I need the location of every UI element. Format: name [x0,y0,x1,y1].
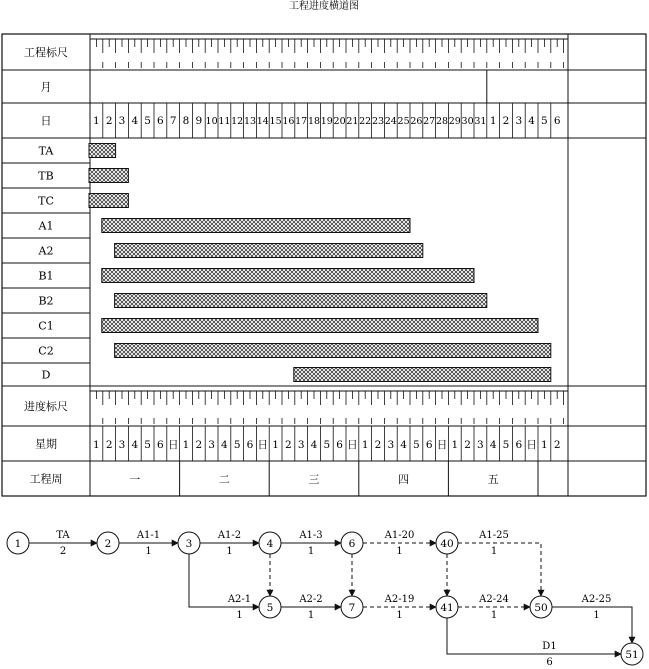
weekday-label: 1 [93,439,100,451]
task-label: TC [38,194,54,208]
day-label: 13 [243,116,257,127]
day-label: 5 [541,115,548,127]
node-label: 4 [266,538,274,550]
task-bar-ta [89,144,116,158]
activity-duration: 6 [546,657,553,668]
day-label: 22 [359,116,372,127]
row-label-project-week: 工程周 [29,472,63,486]
week-label: 五 [487,473,499,486]
weekday-label: 日 [526,439,537,451]
weekday-label: 5 [233,439,241,451]
activity-duration: 1 [226,546,233,557]
activity-duration: 1 [236,610,243,621]
weekday-label: 3 [208,439,215,451]
day-label: 26 [410,116,423,127]
task-bar-a2 [115,244,423,258]
day-label: 3 [118,115,126,127]
weekday-label: 1 [272,439,279,451]
day-label: 7 [169,115,177,127]
activity-duration: 1 [307,610,315,621]
node-label: 2 [104,538,112,550]
weekday-label: 4 [400,439,407,451]
day-label: 14 [256,116,269,127]
node-label: 51 [625,649,639,661]
activity-name: A2-2 [299,594,323,605]
day-label: 12 [231,116,244,127]
weekday-label: 5 [144,439,151,451]
weekday-label: 日 [436,439,448,451]
task-bar-d [294,368,551,382]
weekday-label: 5 [413,439,420,451]
weekday-label: 2 [464,439,471,451]
day-label: 20 [333,116,346,127]
weekday-label: 4 [221,439,228,451]
node-label: 5 [266,602,274,614]
weekday-label: 6 [515,439,523,451]
weekday-label: 2 [553,439,561,451]
weekday-label: 2 [285,439,292,451]
row-label-weekday: 星期 [35,437,57,451]
day-label: 18 [307,116,321,127]
weekday-label: 5 [502,439,510,451]
weekday-label: 6 [246,439,254,451]
weekday-label: 6 [336,439,343,451]
activity-name: A1-1 [136,530,161,541]
engineering-scale-ruler [90,39,568,68]
row-label-day: 日 [40,114,52,128]
chart-title: 工程进度横道图 [289,1,359,12]
week-label: 一 [129,473,141,486]
day-label: 27 [423,116,436,127]
weekday-label: 3 [387,439,395,451]
day-label: 11 [218,116,231,127]
activity-name: A1-2 [217,530,242,541]
task-bar-a1 [102,219,410,233]
day-label: 9 [195,115,203,127]
weekday-label: 2 [195,439,203,451]
node-label: 6 [348,538,356,550]
weekday-label: 4 [489,439,497,451]
task-label: A1 [38,219,54,233]
weekday-label: 2 [374,439,382,451]
day-label: 6 [157,115,164,127]
row-label-scale: 工程标尺 [24,46,68,59]
task-bar-tb [89,169,128,183]
activity-name: A1-25 [479,530,509,541]
day-label: 15 [269,116,282,127]
activity-arrow [447,618,621,654]
day-label: 25 [397,116,410,127]
weekday-label: 6 [425,439,433,451]
weekday-label: 4 [310,439,318,451]
activity-duration: 1 [490,546,498,557]
task-bar-b2 [115,294,487,308]
task-label: C1 [38,319,54,333]
task-label: B2 [38,294,54,308]
node-label: 50 [534,602,548,614]
day-label: 30 [461,116,474,127]
task-bar-b1 [102,269,474,283]
day-label: 10 [205,116,218,127]
node-label: 3 [185,538,193,550]
weekday-label: 1 [182,439,190,451]
activity-duration: 1 [396,610,403,621]
activity-name: A1-20 [384,530,415,541]
weekday-label: 3 [118,439,126,451]
activity-duration: 2 [59,546,67,557]
week-label: 二 [218,473,230,486]
day-label: 24 [384,116,397,127]
activity-duration: 1 [396,546,403,557]
activity-duration: 1 [593,610,600,621]
weekday-label: 3 [477,439,484,451]
activity-name: TA [56,530,70,541]
day-label: 19 [320,116,333,127]
day-label: 8 [182,115,190,127]
day-label: 21 [346,116,359,127]
task-label: TB [38,169,54,183]
weekday-label: 日 [167,439,179,451]
task-bar-c1 [102,319,538,333]
row-label-month: 月 [40,80,52,94]
task-label: A2 [38,244,54,258]
weekday-label: 5 [323,439,331,451]
task-label: B1 [38,269,54,283]
task-label: TA [38,144,54,158]
progress-scale-ruler [90,391,568,424]
day-label: 29 [448,116,461,127]
week-label: 三 [308,473,320,486]
weekday-label: 3 [297,439,305,451]
activity-duration: 1 [145,546,152,557]
node-label: 7 [348,602,356,614]
weekday-label: 日 [257,439,269,451]
gantt-grid [2,34,646,496]
day-label: 17 [295,116,308,127]
day-label: 4 [131,115,139,127]
day-label: 31 [474,116,487,127]
activity-name: A2-19 [384,594,415,605]
activity-name: A2-1 [227,594,252,605]
weekday-label: 1 [541,439,548,451]
day-label: 5 [144,115,151,127]
day-label: 3 [515,115,523,127]
week-label: 四 [398,473,410,486]
activity-duration: 1 [307,546,315,557]
day-label: 28 [435,116,449,127]
gantt-bars [89,144,551,382]
day-label: 6 [553,115,561,127]
activity-name: D1 [542,641,557,652]
task-label: D [41,368,51,382]
task-bar-tc [89,194,128,208]
weekday-label: 6 [157,439,164,451]
day-label: 1 [93,115,100,127]
node-label: 40 [440,538,454,550]
node-label: 41 [440,602,454,614]
day-label: 23 [371,116,385,127]
activity-duration: 1 [490,610,498,621]
activity-arrow [458,543,541,596]
row-label-progress-scale: 进度标尺 [24,400,68,413]
network-diagram [7,530,643,668]
activity-name: A1-3 [299,530,323,541]
day-label: 2 [502,115,510,127]
activity-arrow [552,607,632,643]
day-label: 1 [489,115,497,127]
weekday-label: 4 [131,439,139,451]
weekday-label: 日 [347,439,358,451]
day-label: 4 [528,115,535,127]
weekday-label: 1 [451,439,459,451]
day-label: 16 [282,116,295,127]
node-label: 1 [14,538,22,550]
task-label: C2 [38,344,54,358]
task-bar-c2 [115,344,551,358]
activity-name: A2-25 [581,594,612,605]
weekday-label: 2 [105,439,113,451]
day-label: 2 [105,115,113,127]
weekday-label: 1 [361,439,369,451]
activity-name: A2-24 [479,594,509,605]
